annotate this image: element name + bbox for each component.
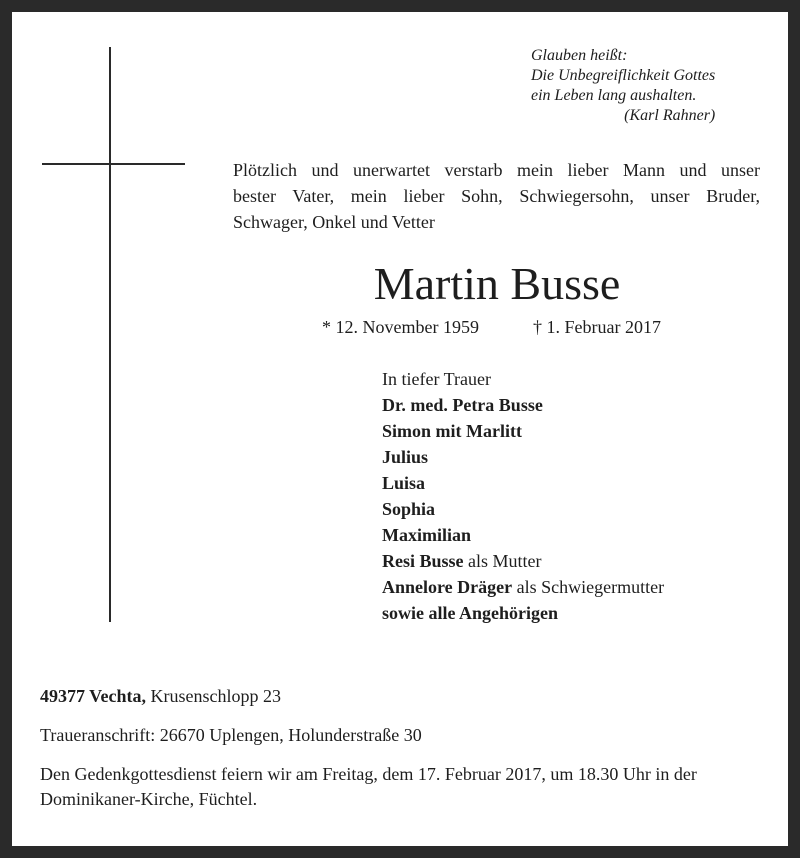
service-info-line: Den Gedenkgottesdienst feiern wir am Freitag, dem 17. Februar 2017, um 18.30 Uhr in der (40, 764, 697, 784)
mourner: Maximilian (382, 525, 471, 545)
mourner: Sophia (382, 499, 436, 519)
quote-line: Glauben heißt: (531, 47, 628, 64)
cross-icon-vertical (109, 47, 111, 622)
mourner: Resi Busse als Mutter (382, 551, 542, 571)
service-info-line: Dominikaner-Kirche, Füchtel. (40, 789, 258, 809)
mourner: Julius (382, 447, 429, 467)
mourner: Annelore Dräger als Schwiegermutter (382, 577, 665, 597)
quote-line: ein Leben lang aushalten. (531, 87, 697, 104)
cross-icon-horizontal (42, 163, 185, 165)
mourning-address: Traueranschrift: 26670 Uplengen, Holunderstraße 30 (40, 725, 422, 745)
quote (531, 46, 715, 126)
intro-line: Plötzlich und unerwartet verstarb mein lieber Mann und unser (233, 160, 760, 180)
mourner: Simon mit Marlitt (382, 421, 522, 441)
deceased-name: Martin Busse (373, 258, 621, 309)
quote-line: Die Unbegreiflichkeit Gottes (531, 67, 716, 84)
mourners-heading: In tiefer Trauer (382, 369, 491, 389)
intro-line: bester Vater, mein lieber Sohn, Schwiegersohn, unser Bruder, (233, 186, 760, 206)
home-address: 49377 Vechta, Krusenschlopp 23 (40, 686, 281, 706)
mourner: Luisa (382, 473, 426, 493)
intro-text (233, 157, 760, 235)
quote-author: (Karl Rahner) (624, 107, 716, 124)
mourners-list (382, 366, 664, 626)
mourner: Dr. med. Petra Busse (382, 395, 543, 415)
birth-date: * 12. November 1959 (322, 317, 479, 337)
mourner: sowie alle Angehörigen (382, 603, 558, 623)
intro-line: Schwager, Onkel und Vetter (233, 212, 435, 232)
death-date: † 1. Februar 2017 (533, 317, 661, 337)
